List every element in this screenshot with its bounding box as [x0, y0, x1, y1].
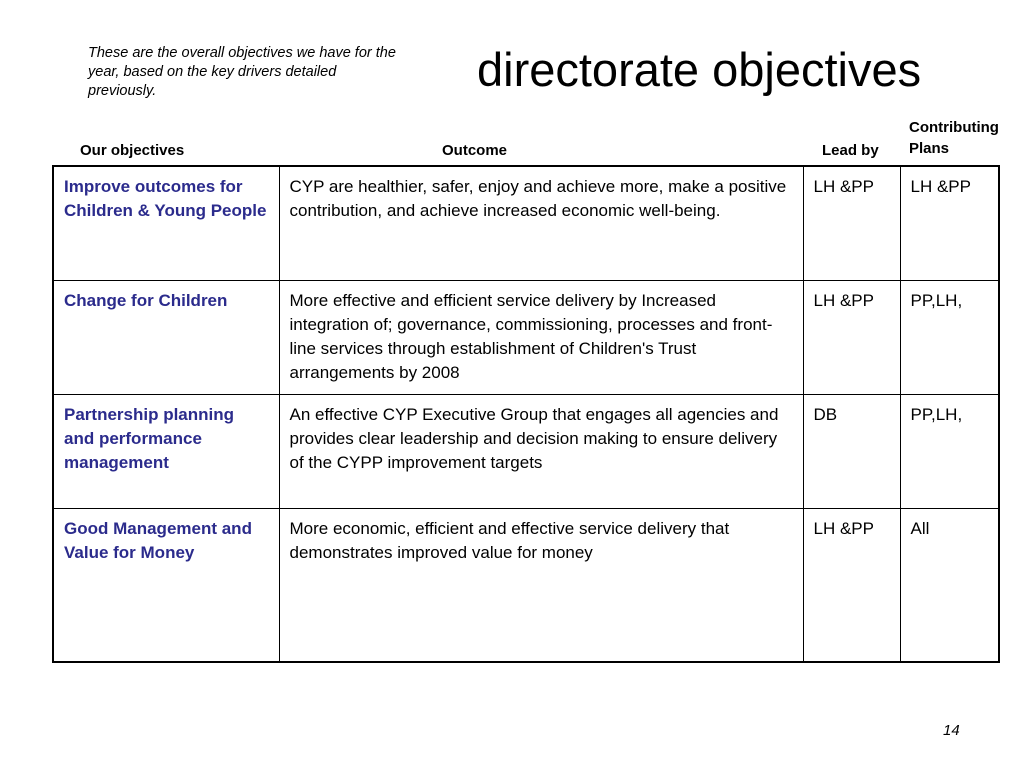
objective-cell: Partnership planning and performance management: [53, 394, 279, 508]
intro-note: These are the overall objectives we have for the year, based on the key drivers detailed previously.: [88, 45, 396, 99]
lead-by-cell: LH &PP: [803, 508, 900, 662]
column-header-outcome: Outcome: [442, 142, 508, 159]
outcome-cell: An effective CYP Executive Group that engages all agencies and provides clear leadership and decision making to ensure delivery of the CYPP improvement targets: [279, 394, 803, 508]
column-header-objectives: Our objectives: [80, 142, 185, 159]
column-header-lead-by: Lead by: [822, 142, 879, 159]
page-number: 14: [943, 722, 960, 739]
table-row: [53, 394, 999, 508]
contributing-plans-cell: LH &PP: [900, 166, 999, 280]
table-row: [53, 508, 999, 662]
objective-cell: Change for Children: [53, 280, 279, 394]
objective-cell: Improve outcomes for Children & Young People: [53, 166, 279, 280]
outcome-cell: CYP are healthier, safer, enjoy and achieve more, make a positive contribution, and achieve increased economic well-being.: [279, 166, 803, 280]
outcome-cell: More economic, efficient and effective service delivery that demonstrates improved value for money: [279, 508, 803, 662]
column-header-contributing-plans: Contributing Plans: [909, 119, 999, 157]
objective-cell: Good Management and Value for Money: [53, 508, 279, 662]
lead-by-cell: DB: [803, 394, 900, 508]
table-row: [53, 280, 999, 394]
table-row: [53, 166, 999, 280]
page-title: directorate objectives: [477, 43, 922, 96]
lead-by-cell: LH &PP: [803, 280, 900, 394]
contributing-plans-cell: All: [900, 508, 999, 662]
lead-by-cell: LH &PP: [803, 166, 900, 280]
contributing-plans-cell: PP,LH,: [900, 394, 999, 508]
contributing-plans-cell: PP,LH,: [900, 280, 999, 394]
objectives-table: [52, 165, 1000, 663]
outcome-cell: More effective and efficient service delivery by Increased integration of; governance, commissioning, processes and front-line services through establishment of Children's Trust arrangements by 2008: [279, 280, 803, 394]
